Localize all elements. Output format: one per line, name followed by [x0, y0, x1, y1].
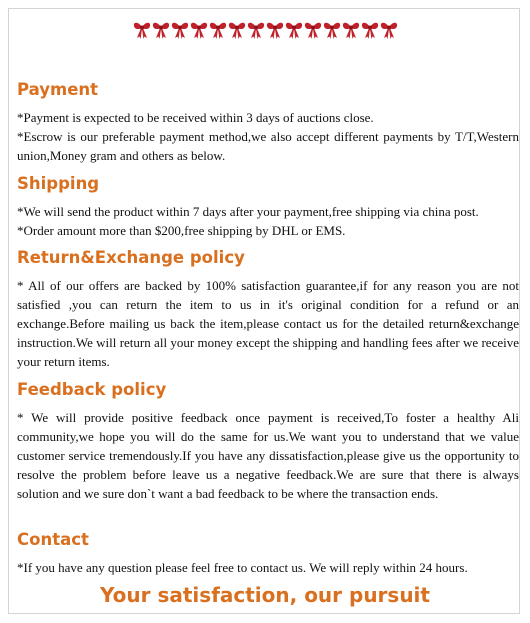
ribbon-bow-icon — [361, 20, 379, 40]
contact-heading: Contact — [17, 530, 89, 549]
payment-section — [17, 80, 519, 165]
ribbon-bow-icon — [171, 20, 189, 40]
shipping-line: *We will send the product within 7 days after your payment,free shipping via china post. — [17, 204, 479, 219]
contact-text: *If you have any question please feel free to contact us. We will reply within 24 hours. — [17, 560, 468, 575]
ribbon-bow-icon — [209, 20, 227, 40]
ribbon-bow-icon — [266, 20, 284, 40]
ribbon-bow-icon — [285, 20, 303, 40]
shipping-section — [17, 174, 519, 240]
payment-line: *Payment is expected to be received within 3 days of auctions close. — [17, 110, 374, 125]
ribbon-bow-icon — [190, 20, 208, 40]
feedback-text: * We will provide positive feedback once payment is received,To foster a healthy Ali community,we hope you will do the same for us.We want you to understand that we value customer service tremendously.If you have any dissatisfaction,please give us the opportunity to resolve the problem before leave us a negative feedback.We are sure that there is always solution and we sure don`t want a bad feedback to be where the transaction ends. — [17, 410, 519, 501]
ribbon-bow-icon — [323, 20, 341, 40]
contact-section — [17, 530, 519, 577]
ribbon-bow-icon — [342, 20, 360, 40]
ribbon-bow-icon — [304, 20, 322, 40]
shipping-line: *Order amount more than $200,free shipping by DHL or EMS. — [17, 223, 346, 238]
ribbon-bow-icon — [228, 20, 246, 40]
return-exchange-section — [17, 248, 519, 371]
ribbon-decoration-row — [0, 20, 530, 40]
ribbon-bow-icon — [133, 20, 151, 40]
feedback-heading: Feedback policy — [17, 380, 167, 399]
ribbon-bow-icon — [247, 20, 265, 40]
ribbon-bow-icon — [152, 20, 170, 40]
feedback-section — [17, 380, 519, 503]
shipping-heading: Shipping — [17, 174, 100, 193]
return-exchange-text: * All of our offers are backed by 100% satisfaction guarantee,if for any reason you are not satisfied ,you can return the item to us in it's original condition for a refund or an exchange.Before mailing us back the item,please contact us for the detailed return&exchange instruction.We will return all your money except the shipping and handling fees after we receive your return items. — [17, 278, 519, 369]
payment-line: *Escrow is our preferable payment method,we also accept different payments by T/T,Western union,Money gram and others as below. — [17, 129, 519, 163]
ribbon-bow-icon — [380, 20, 398, 40]
slogan: Your satisfaction, our pursuit — [100, 583, 430, 607]
return-exchange-heading: Return&Exchange policy — [17, 248, 245, 267]
payment-heading: Payment — [17, 80, 99, 99]
